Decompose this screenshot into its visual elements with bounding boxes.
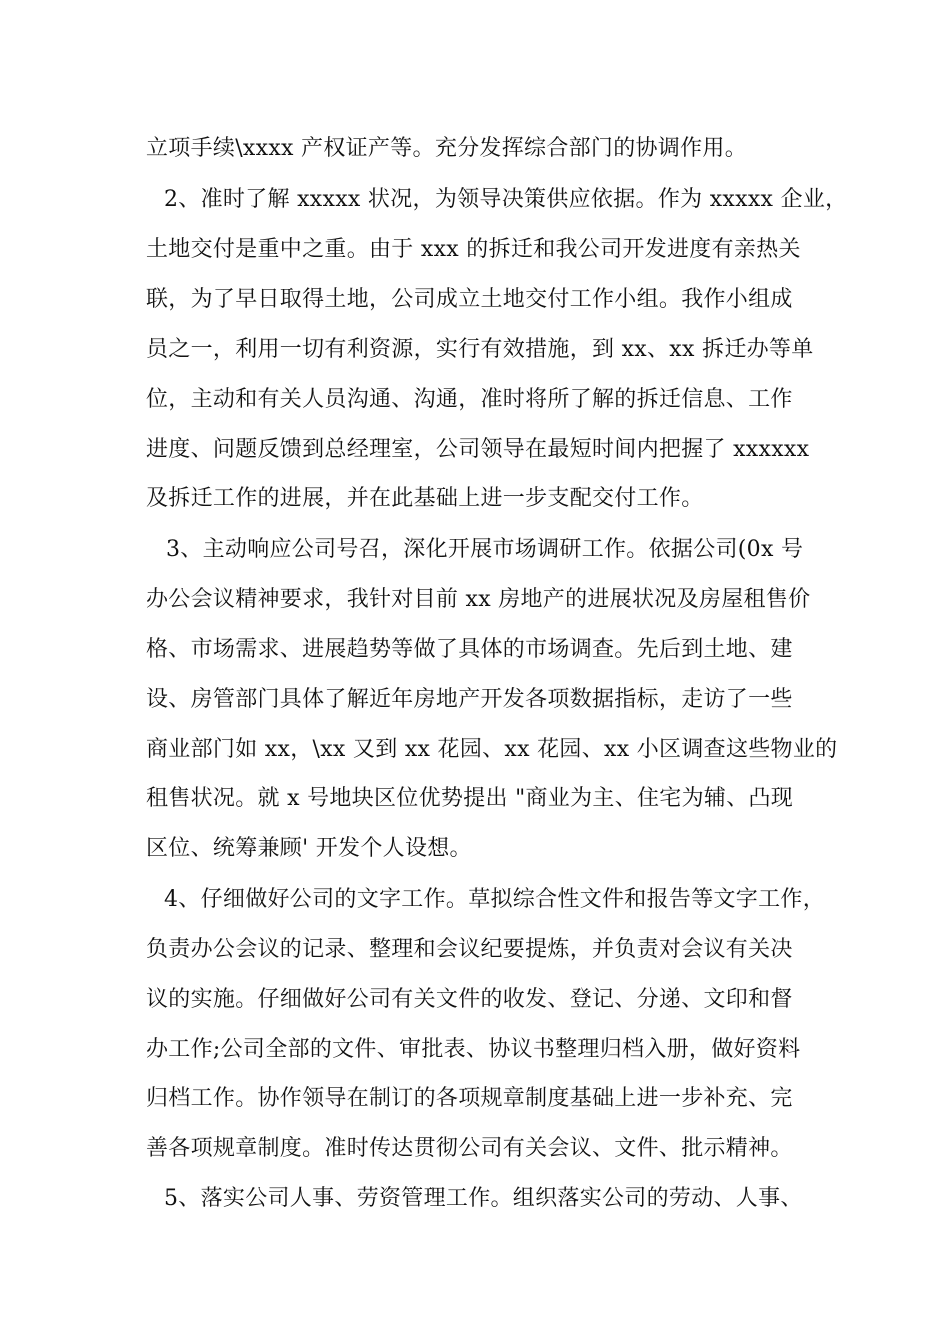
text-line: 4、仔细做好公司的文字工作。草拟综合性文件和报告等文字工作， [164,887,825,912]
text-line: 员之一，利用一切有利资源，实行有效措施，到 xx、xx 拆迁办等单 [146,337,814,362]
text-line: 及拆迁工作的进展，并在此基础上进一步支配交付工作。 [146,486,704,511]
text-line: 2、准时了解 xxxxx 状况，为领导决策供应依据。作为 xxxxx 企业， [164,187,848,212]
text-line: 办工作;公司全部的文件、审批表、协议书整理归档入册，做好资料 [146,1037,801,1062]
text-line: 位，主动和有关人员沟通、沟通，准时将所了解的拆迁信息、工作 [146,387,793,412]
text-line: 格、市场需求、进展趋势等做了具体的市场调查。先后到土地、建 [146,637,793,662]
text-line: 联，为了早日取得土地，公司成立土地交付工作小组。我作小组成 [146,287,793,312]
text-line: 租售状况。就 x 号地块区位优势提出 "商业为主、住宅为辅、凸现 [146,786,794,811]
text-line: 区位、统筹兼顾' 开发个人设想。 [146,836,472,861]
text-line: 5、落实公司人事、劳资管理工作。组织落实公司的劳动、人事、 [164,1186,803,1211]
text-line: 商业部门如 xx，\xx 又到 xx 花园、xx 花园、xx 小区调查这些物业的 [146,737,838,762]
text-line: 议的实施。仔细做好公司有关文件的收发、登记、分递、文印和督 [146,987,793,1012]
text-line: 负责办公会议的记录、整理和会议纪要提炼，并负责对会议有关决 [146,937,793,962]
text-line: 办公会议精神要求，我针对目前 xx 房地产的进展状况及房屋租售价 [146,587,811,612]
text-line: 设、房管部门具体了解近年房地产开发各项数据指标，走访了一些 [146,687,793,712]
text-line: 立项手续\xxxx 产权证产等。充分发挥综合部门的协调作用。 [146,136,748,161]
text-line: 归档工作。协作领导在制订的各项规章制度基础上进一步补充、完 [146,1086,793,1111]
text-line: 3、主动响应公司号召，深化开展市场调研工作。依据公司(0x 号 [166,537,804,562]
text-line: 进度、问题反馈到总经理室，公司领导在最短时间内把握了 xxxxxx [146,437,810,462]
text-line: 土地交付是重中之重。由于 xxx 的拆迁和我公司开发进度有亲热关 [146,237,801,262]
text-line: 善各项规章制度。准时传达贯彻公司有关会议、文件、批示精神。 [146,1136,793,1161]
